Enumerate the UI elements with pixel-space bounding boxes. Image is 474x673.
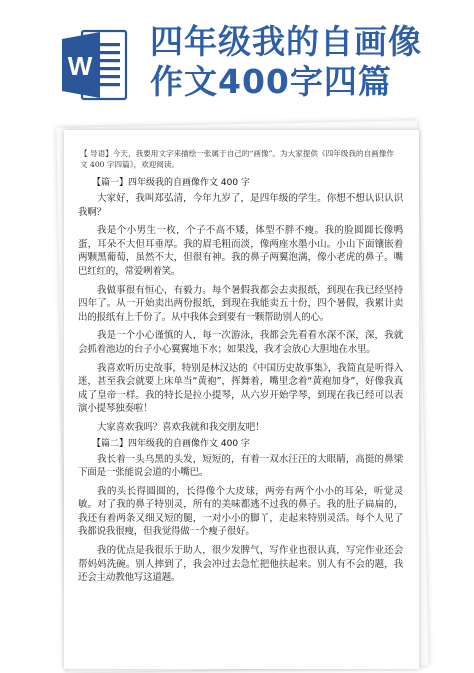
document-body — [78, 148, 403, 590]
word-logo-letter: W — [67, 51, 93, 81]
guide-text: 【 导语】今天，我要用文字来描绘一张属于自己的“画像”。为大家提供《四年级我的自画像作文 400 字四篇》，欢迎阅读。 — [80, 149, 394, 169]
page-title-line-1: 四年级我的自画像 — [150, 22, 422, 61]
paragraph: 我的头长得圆圆的，长得像个大皮球，两旁有两个小小的耳朵，听觉灵敏。对了我的鼻子特别灵，所有的美味都逃不过我的鼻子。我的肚子扁扁的，我还有着两条又细又短的腿，一对小小的脚丫，走起来特别灵活。每个人见了我都说我很瘦，但我觉得做一个瘦子很好。 — [78, 485, 403, 538]
word-document-icon — [60, 27, 130, 103]
page-header — [0, 0, 474, 112]
paragraph: 我做事很有恒心，有毅力。每个暑假我都会去卖报纸，到现在我已经坚持四年了。从一开始卖出两份报纸，到现在我能卖五十份，四个暑假，我累计卖出的报纸有上千份了。从中我体会到要有一颗帮助别人的心。 — [78, 284, 403, 323]
paragraph: 我长着一头乌黑的头发，短短的，有着一双水汪汪的大眼睛，高挺的鼻梁下面是一张能说会道的小嘴巴。 — [78, 453, 403, 479]
page-title-line-2: 作文400字四篇 — [150, 62, 392, 101]
document-page — [64, 130, 419, 669]
section-1-title: 【篇一】四年级我的自画像作文 400 字 — [92, 178, 250, 188]
paragraph: 大家喜欢我吗？喜欢我就和我交朋友吧！ — [97, 421, 265, 433]
paragraph: 我喜欢听历史故事，特别是林汉达的《中国历史故事集》，我简直是听得入迷，甚至我会就要上床单当“黄袍”，挥舞着，嘴里念着“黄袍加身”，好像我真成了皇帝一样。我的特长是拉小提琴，从六岁开始学琴，到现在我已经可以表演小提琴独奏啦！ — [78, 362, 403, 415]
section-2-title: 【篇二】四年级我的自画像作文 400 字 — [92, 438, 250, 449]
paragraph: 大家好，我叫郑弘清，今年九岁了，是四年级的学生。你想不想认识认识我啊？ — [78, 193, 403, 218]
paragraph: 我的优点是我很乐于助人，很少发脾气，写作业也很认真，写完作业还会帮妈妈洗碗。别人摔到了，我会冲过去急忙把他扶起来。别人有不会的题，我还会主动教他写这道题。 — [78, 545, 403, 584]
paragraph: 我是一个小心谨慎的人，每一次游泳，我都会先看看水深不深，深，我就会抓着池边的台子小心翼翼地下水；如果浅，我才会放心大胆地在水里。 — [78, 330, 403, 355]
paragraph: 我是个小男生一枚，个子不高不矮，体型不胖不瘦。我的脸圆圆长像鸭蛋，耳朵不大但耳垂厚。我的眉毛粗而淡，像两座水墨小山。小山下面镶嵌着两颗黑葡萄，虽然不大，但很有神。我的鼻子两翼泡满，像小老虎的鼻子。嘴巴红红的，常爱咧着笑。 — [78, 225, 403, 277]
